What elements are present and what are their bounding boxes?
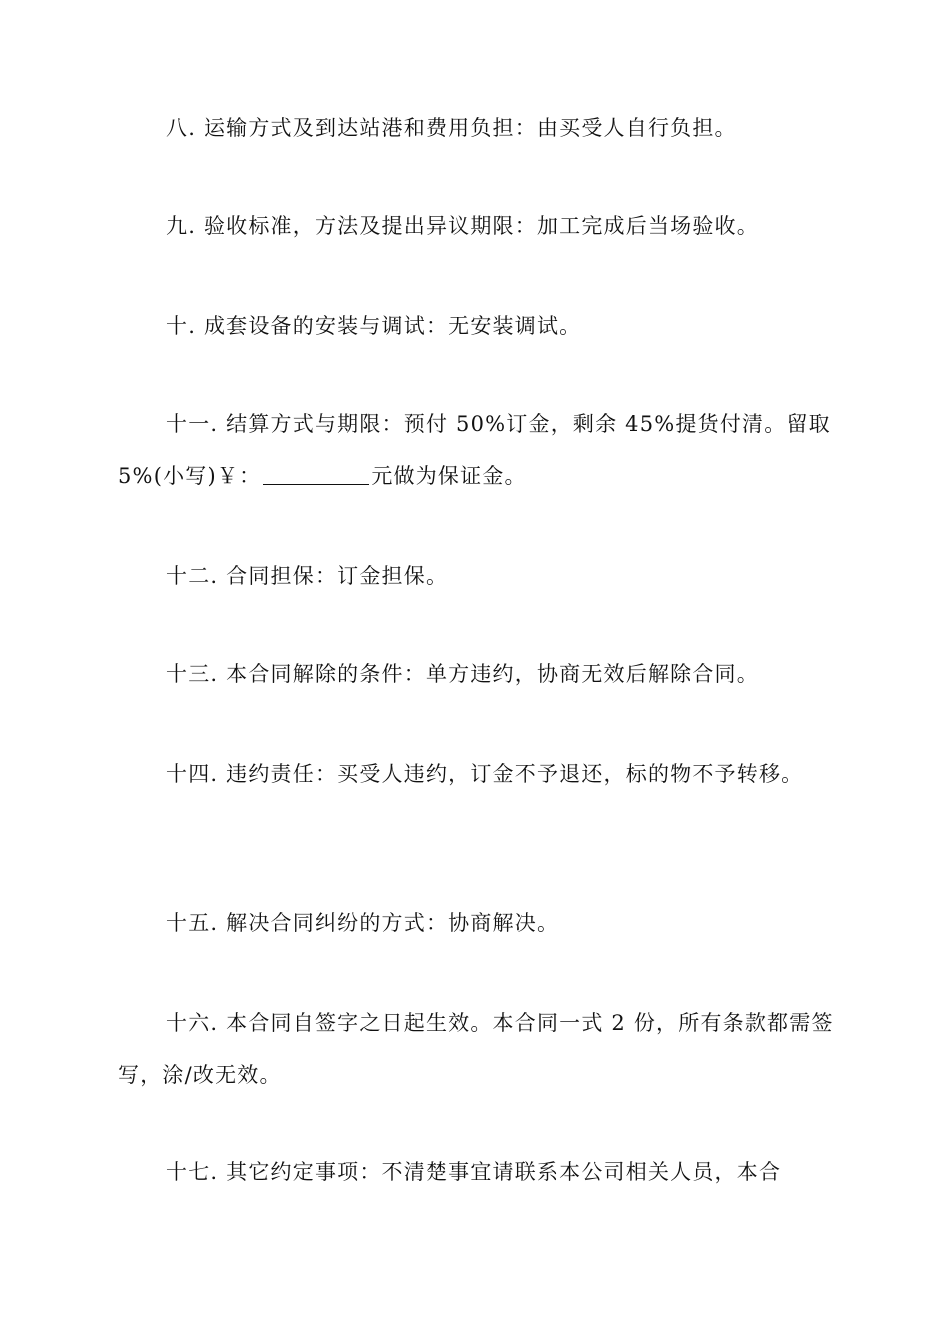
clause-13: 十三. 本合同解除的条件：单方违约，协商无效后解除合同。	[166, 662, 759, 686]
clause-14: 十四. 违约责任：买受人违约，订金不予退还，标的物不予转移。	[166, 762, 804, 786]
clause-8: 八. 运输方式及到达站港和费用负担：由买受人自行负担。	[166, 116, 737, 140]
clause-11	[118, 398, 834, 502]
clause-16: 十六. 本合同自签字之日起生效。本合同一式 2 份，所有条款都需签写，涂/改无效。	[118, 1011, 834, 1087]
clause-15: 十五. 解决合同纠纷的方式：协商解决。	[166, 911, 560, 935]
clause-11-suffix: 元做为保证金。	[371, 464, 527, 488]
amount-blank-line[interactable]	[263, 468, 369, 485]
clause-9: 九. 验收标准，方法及提出异议期限：加工完成后当场验收。	[166, 214, 759, 238]
clause-11-text: 十一. 结算方式与期限：预付 50%订金，剩余 45%提货付清。留取 5%(小写)￥：	[118, 412, 831, 488]
clause-17: 十七. 其它约定事项：不清楚事宜请联系本公司相关人员，本合	[166, 1160, 782, 1184]
clause-12: 十二. 合同担保：订金担保。	[166, 564, 449, 588]
clause-10: 十. 成套设备的安装与调试：无安装调试。	[166, 314, 582, 338]
